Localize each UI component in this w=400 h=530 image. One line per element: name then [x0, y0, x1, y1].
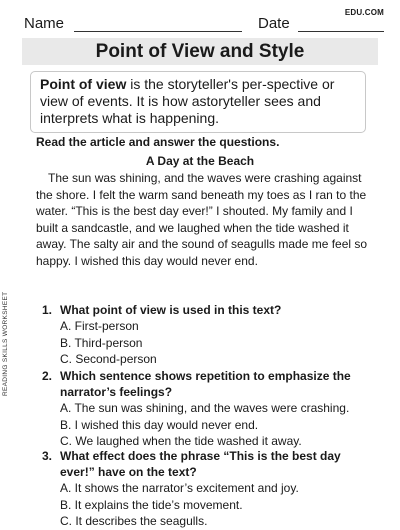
- question-number: 1.: [42, 303, 53, 317]
- question-3: [42, 448, 362, 530]
- story-title: A Day at the Beach: [145, 154, 255, 168]
- story-text: The sun was shining, and the waves were crashing against the shore. I felt the warm sand beneath my toes as I ran to the water. “This is the best day ever!” I shouted. My family and I built a sandcastle, and we laughed when the tide washed it away. The salty air and the sound of seagulls made me feel so happy. I wished this day would never end.: [36, 171, 368, 268]
- question-1: [42, 302, 362, 368]
- worksheet-body: [22, 65, 378, 528]
- definition-box: [30, 71, 366, 133]
- side-label: READING SKILLS WORKSHEET: [2, 291, 9, 396]
- name-label: Name: [24, 15, 65, 32]
- instruction: Read the article and answer the questions.: [36, 135, 280, 149]
- answer-option: C. We laughed when the tide washed it away.: [60, 434, 302, 448]
- answer-option: A. First-person: [60, 319, 139, 333]
- answer-option: A. The sun was shining, and the waves were crashing.: [60, 401, 350, 415]
- page-title: Point of View and Style: [22, 38, 378, 66]
- answer-option: B. I wished this day would never end.: [60, 417, 259, 432]
- question-number: 2.: [42, 369, 53, 383]
- answer-option: C. It describes the seagulls.: [60, 514, 208, 528]
- worksheet-panel: [22, 38, 378, 528]
- question-text: Which sentence shows repetition to emphasize the narrator’s feelings?: [60, 369, 351, 399]
- answer-option: B. It explains the tide’s movement.: [60, 497, 243, 512]
- worksheet-header: [24, 8, 384, 34]
- question-2: [42, 368, 362, 450]
- question-number: 3.: [42, 449, 53, 463]
- definition-text: is the storyteller's per-spective or view of events. It is how astoryteller sees and interprets what is happening.: [40, 76, 335, 126]
- date-label: Date: [258, 15, 290, 32]
- name-line: [74, 31, 242, 32]
- answer-option: A. It shows the narrator’s excitement and joy.: [60, 481, 299, 495]
- question-text: What point of view is used in this text?: [60, 303, 282, 317]
- question-text: What effect does the phrase “This is the best day ever!” have on the text?: [60, 449, 341, 479]
- answer-option: C. Second-person: [60, 352, 157, 366]
- definition-term: Point of view: [40, 76, 127, 92]
- answer-option: B. Third-person: [60, 335, 143, 350]
- edu-logo: EDU.COM: [344, 8, 384, 17]
- date-line: [298, 31, 384, 32]
